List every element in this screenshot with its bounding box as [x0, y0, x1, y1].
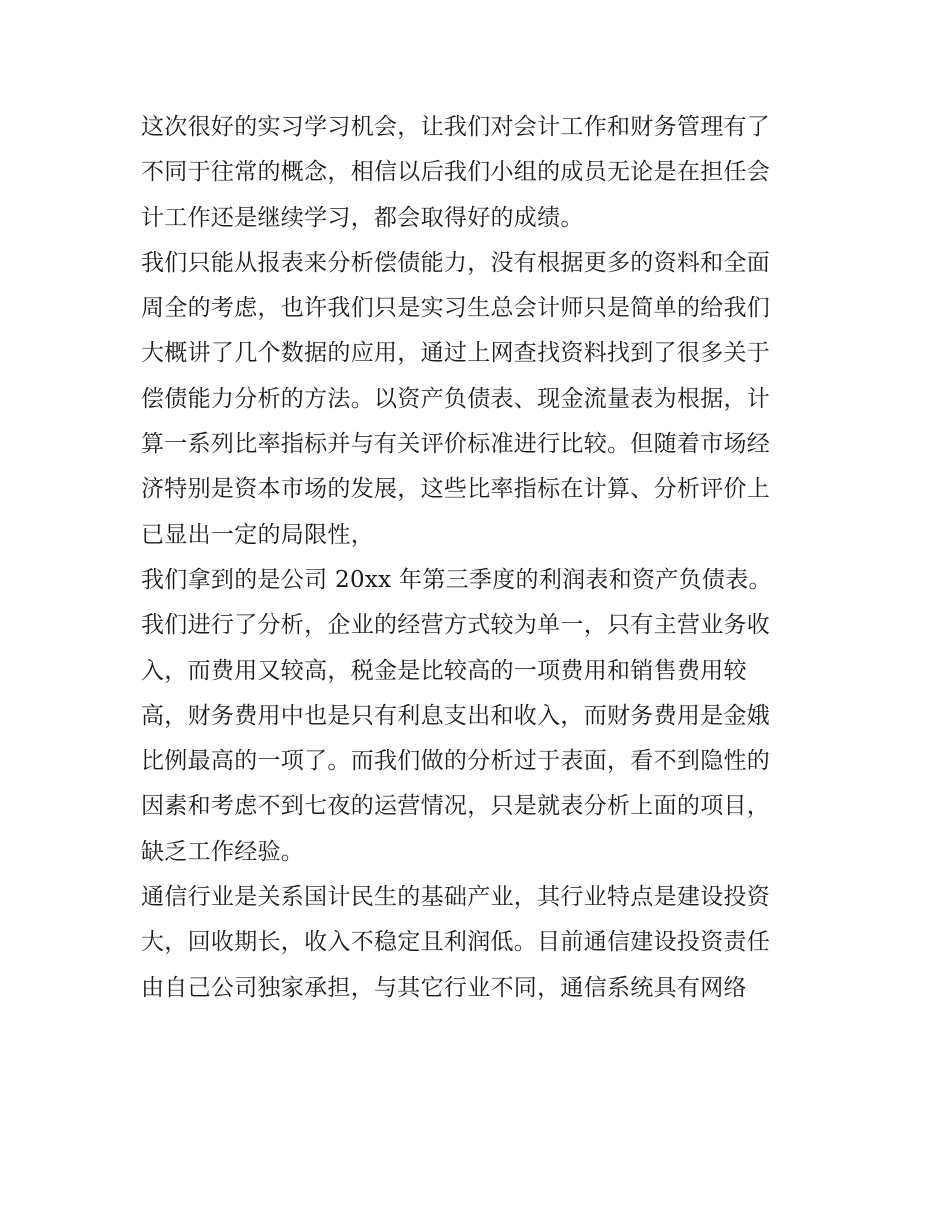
text-line: 济特别是资本市场的发展，这些比率指标在计算、分析评价上: [141, 476, 771, 503]
document-body: [141, 105, 817, 1011]
text-line: 我们进行了分析，企业的经营方式较为单一，只有主营业务收: [141, 612, 771, 639]
text-line: 不同于往常的概念，相信以后我们小组的成员无论是在担任会: [141, 159, 771, 186]
paragraph-3: [141, 558, 817, 603]
text-line: 比例最高的一项了。而我们做的分析过于表面，看不到隐性的: [141, 748, 771, 775]
text-line: 已显出一定的局限性，: [141, 521, 374, 548]
text-line: 高，财务费用中也是只有利息支出和收入，而财务费用是金娥: [141, 702, 771, 729]
text-line: 算一系列比率指标并与有关评价标准进行比较。但随着市场经: [141, 431, 771, 458]
text-line: 大概讲了几个数据的应用，通过上网查找资料找到了很多关于: [141, 340, 771, 367]
text-line: 因素和考虑不到七夜的运营情况，只是就表分析上面的项目，: [141, 793, 771, 820]
text-line: 偿债能力分析的方法。以资产负债表、现金流量表为根据，计: [141, 385, 771, 412]
paragraph-4: [141, 603, 817, 875]
text-line: 我们只能从报表来分析偿债能力，没有根据更多的资料和全面: [141, 249, 771, 276]
paragraph-1: [141, 105, 817, 241]
text-line: 我们拿到的是公司 20xx 年第三季度的利润表和资产负债表。: [141, 566, 772, 593]
text-line: 缺乏工作经验。: [141, 838, 305, 865]
text-line: 周全的考虑，也许我们只是实习生总会计师只是简单的给我们: [141, 295, 771, 322]
text-line: 计工作还是继续学习，都会取得好的成绩。: [141, 204, 584, 231]
paragraph-2: [141, 241, 817, 558]
text-line: 通信行业是关系国计民生的基础产业，其行业特点是建设投资: [141, 884, 771, 911]
text-line: 入，而费用又较高，税金是比较高的一项费用和销售费用较: [141, 657, 747, 684]
text-line: 大，回收期长，收入不稳定且利润低。目前通信建设投资责任: [141, 929, 771, 956]
paragraph-5: [141, 875, 817, 1011]
text-line: 这次很好的实习学习机会，让我们对会计工作和财务管理有了: [141, 114, 771, 140]
text-line: 由自己公司独家承担，与其它行业不同，通信系统具有网络: [141, 974, 747, 1001]
